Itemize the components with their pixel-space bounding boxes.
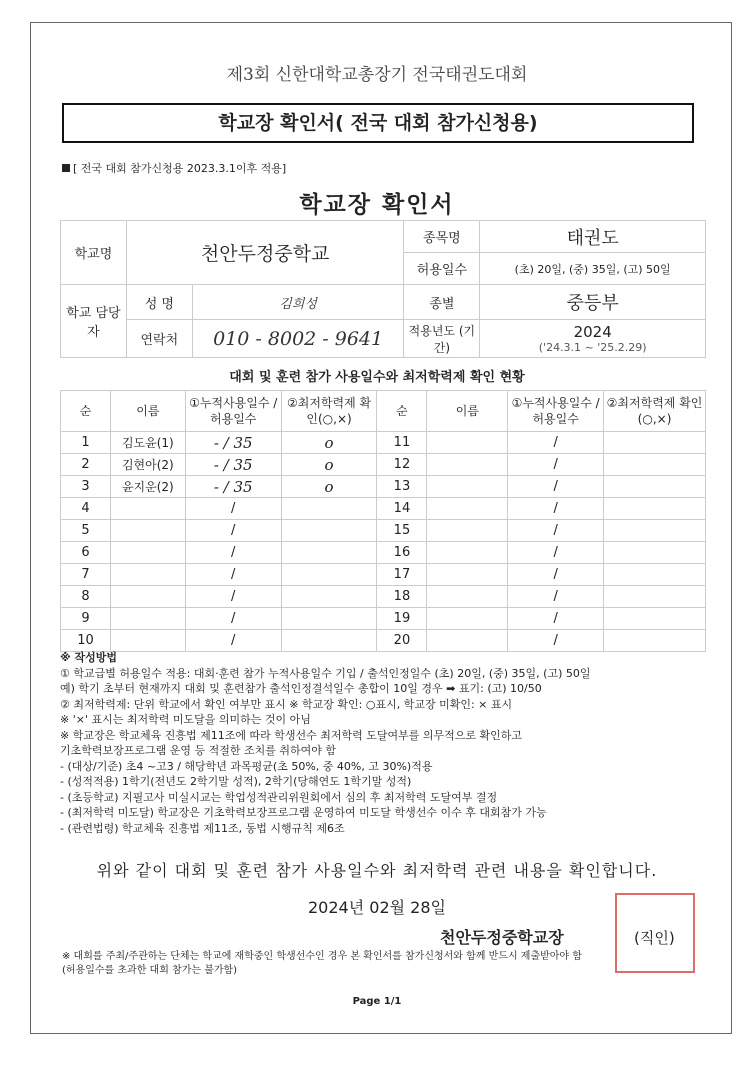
cell-no: 18 [377,586,427,608]
cell-name [427,520,508,542]
square-bullet-icon [62,164,70,172]
footer-line: ※ 대회를 주최/주관하는 단체는 학교에 재학중인 학생선수인 경우 본 확인서를 참가신청서와 함께 반드시 제출받아야 함 [62,951,582,962]
cell-no: 7 [61,564,111,586]
school-label: 학교명 [61,221,127,285]
header-check: ②최저학력제 확인(○,×) [281,391,377,432]
cell-check: o [281,454,377,476]
cell-usage: / [508,432,604,454]
table-row [61,454,706,476]
cell-name: 김현아(2) [110,454,185,476]
seal-label: (직인) [634,929,675,947]
name-label: 성 명 [126,285,192,320]
cell-usage: / [508,630,604,652]
instruction-line: 예) 학기 초부터 현재까지 대회 및 훈련참가 출석인정결석일수 총합이 10일 경우 ➡ 표기: (고) 10/50 [60,682,542,695]
division-label: 종별 [404,285,480,320]
header-usage: ①누적사용일수 /허용일수 [185,391,281,432]
cell-name [110,608,185,630]
cell-name [427,476,508,498]
contact-label: 연락처 [126,320,192,358]
cell-no: 10 [61,630,111,652]
confirmation-statement: 위와 같이 대회 및 훈련 참가 사용일수와 최저학력 관련 내용을 확인합니다. [96,861,658,880]
manager-label: 학교 담당자 [61,285,127,358]
instruction-line: - (대상/기준) 초4 ~고3 / 해당학년 과목평균(초 50%, 중 40%, 고 30%)적용 [60,759,433,773]
instruction-line: ※ 학교장은 학교체육 진흥법 제11조에 따라 학생선수 최저학력 도달여부를 의무적으로 확인하고 [60,728,522,742]
footer-line: (허용일수를 초과한 대회 참가는 불가함) [62,965,238,976]
table-row [61,586,706,608]
table-row [61,432,706,454]
cell-check [604,564,706,586]
event-value: 태권도 [480,221,706,253]
instructions [60,650,710,836]
days-value: (초) 20일, (중) 35일, (고) 50일 [480,253,706,285]
cell-check [604,630,706,652]
cell-name: 김도윤(1) [110,432,185,454]
cell-no: 19 [377,608,427,630]
cell-name [427,432,508,454]
cell-no: 9 [61,608,111,630]
cell-check [281,498,377,520]
document-banner: 학교장 확인서( 전국 대회 참가신청용) [62,103,694,143]
cell-no: 13 [377,476,427,498]
participant-table [60,390,706,652]
header-name: 이름 [110,391,185,432]
header-no: 순 [377,391,427,432]
instruction-line: 기초학력보장프로그램 운영 등 적절한 조치를 취하여야 함 [60,744,337,757]
event-label: 종목명 [404,221,480,253]
table-row [61,520,706,542]
cell-check [281,564,377,586]
cell-check [604,520,706,542]
contact-value: 010 - 8002 - 9641 [192,320,404,358]
page-number: Page 1/1 [352,996,402,1007]
period-value: ('24.3.1 ~ '25.2.29) [538,341,647,354]
cell-name [110,630,185,652]
cell-name [427,542,508,564]
cell-usage: / [508,564,604,586]
confirmation-date: 2024년 02월 28일 [308,898,446,917]
cell-usage: - / 35 [185,476,281,498]
table-row [61,608,706,630]
instruction-line: ① 학교급별 허용일수 적용: 대회·훈련 참가 누적사용일수 기입 / 출석인정일수 (초) 20일, (중) 35일, (고) 50일 [60,666,591,680]
table-row [61,564,706,586]
instruction-line: ※ '×' 표시는 최저학력 미도달을 의미하는 것이 아님 [60,713,311,726]
cell-check [281,520,377,542]
school-name: 천안두정중학교 [126,221,404,285]
section-title: 대회 및 훈련 참가 사용일수와 최저학력제 확인 현황 [229,370,525,385]
header-check: ②최저학력제 확인(○,×) [604,391,706,432]
info-table [60,220,706,358]
cell-check [604,586,706,608]
header-no: 순 [61,391,111,432]
cell-check [281,586,377,608]
note-text: [ 전국 대회 참가신청용 2023.3.1이후 적용] [73,162,287,175]
event-title: 제3회 신한대학교총장기 전국태권도대회 [226,65,528,85]
instruction-line: - (성적적용) 1학기(전년도 2학기말 성적), 2학기(당해연도 1학기말 성적) [60,775,412,788]
cell-usage: / [185,586,281,608]
cell-no: 8 [61,586,111,608]
cell-no: 3 [61,476,111,498]
cell-check: o [281,432,377,454]
cell-check [604,454,706,476]
cell-usage: / [185,520,281,542]
table-row [61,630,706,652]
cell-name [427,608,508,630]
cell-name [110,564,185,586]
instruction-line: ② 최저학력제: 단위 학교에서 확인 여부만 표시 ※ 학교장 확인: ○표시, 학교장 미확인: × 표시 [60,697,513,711]
cell-name [427,454,508,476]
cell-no: 17 [377,564,427,586]
year-label: 적용년도 (기간) [404,320,480,358]
cell-usage: / [508,608,604,630]
table-row [61,476,706,498]
table-row [61,542,706,564]
cell-no: 20 [377,630,427,652]
cell-name [110,586,185,608]
table-row [61,498,706,520]
cell-no: 4 [61,498,111,520]
principal-name: 천안두정중학교장 [440,928,564,947]
cell-name [110,498,185,520]
cell-name [427,498,508,520]
cell-check [604,476,706,498]
cell-no: 15 [377,520,427,542]
cell-usage: / [185,542,281,564]
cell-no: 5 [61,520,111,542]
cell-name [427,586,508,608]
cell-usage: - / 35 [185,432,281,454]
cell-usage: / [185,498,281,520]
year-cell [480,320,706,358]
cell-name [110,542,185,564]
cell-usage: / [508,498,604,520]
cell-no: 14 [377,498,427,520]
cell-usage: / [508,586,604,608]
cell-usage: / [185,608,281,630]
cell-check: o [281,476,377,498]
cell-check [604,498,706,520]
cell-usage: / [508,476,604,498]
cell-name [427,630,508,652]
cell-check [604,608,706,630]
cell-name [110,520,185,542]
cell-no: 16 [377,542,427,564]
cell-check [281,630,377,652]
cell-name [427,564,508,586]
header-usage: ①누적사용일수 /허용일수 [508,391,604,432]
cell-usage: / [508,542,604,564]
footer-note [62,950,712,978]
cell-usage: / [185,630,281,652]
cell-usage: / [508,520,604,542]
division-value: 중등부 [480,285,706,320]
cell-usage: / [185,564,281,586]
cell-check [281,608,377,630]
year-value: 2024 [573,323,612,341]
name-value: 김희성 [192,285,404,320]
cell-usage: - / 35 [185,454,281,476]
cell-no: 1 [61,432,111,454]
header-name: 이름 [427,391,508,432]
document-title: 학교장 확인서 [299,192,455,218]
days-label: 허용일수 [404,253,480,285]
instruction-line: - (초등학교) 지필고사 미실시교는 학업성적관리위원회에서 심의 후 최저학력 도달여부 결정 [60,790,498,804]
application-note [62,160,286,176]
cell-check [604,432,706,454]
cell-no: 2 [61,454,111,476]
cell-no: 12 [377,454,427,476]
cell-usage: / [508,454,604,476]
instruction-line: - (최저학력 미도달) 학교장은 기초학력보장프로그램 운영하여 미도달 학생선수 이수 후 대회참가 가능 [60,806,547,819]
cell-check [281,542,377,564]
instruction-line: - (관련법령) 학교체육 진흥법 제11조, 동법 시행규칙 제6조 [60,821,345,835]
cell-no: 6 [61,542,111,564]
cell-check [604,542,706,564]
cell-name: 윤지운(2) [110,476,185,498]
instructions-title: ※ 작성방법 [60,651,118,664]
cell-no: 11 [377,432,427,454]
